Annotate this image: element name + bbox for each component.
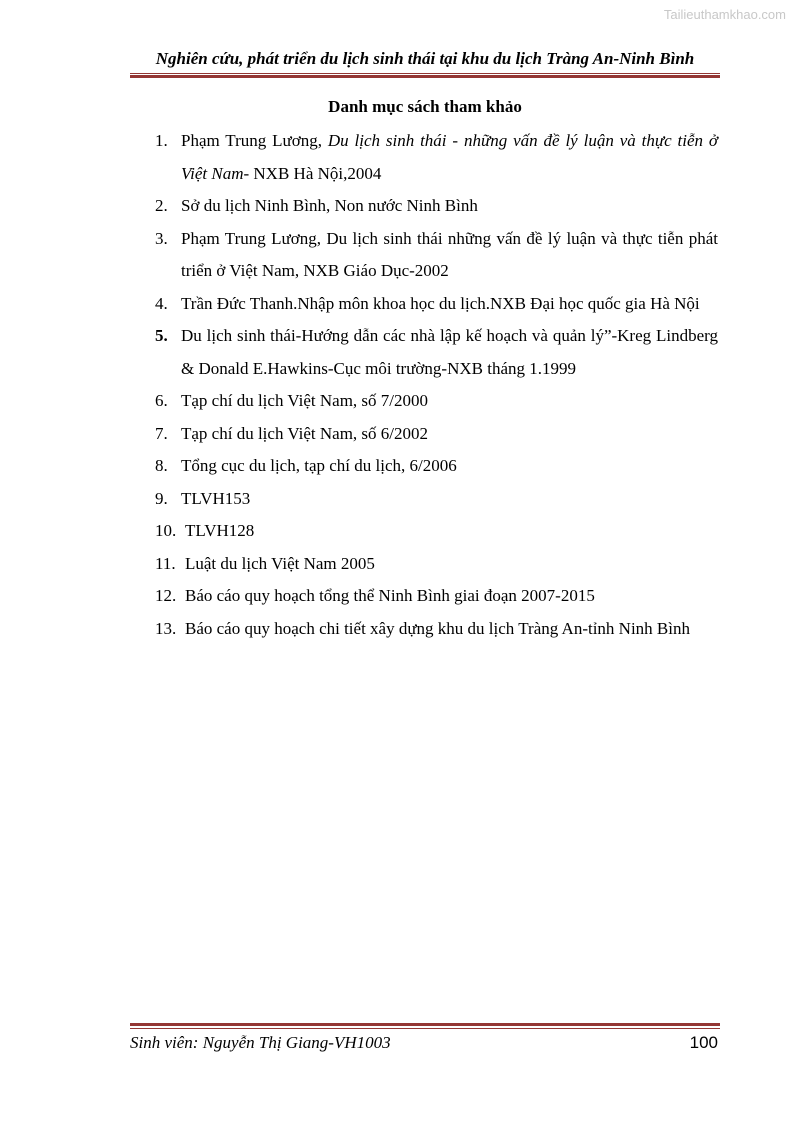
- reference-title-italic: Du lịch sinh thái - những vấn đề lý luận và thực tiễn ở Việt Nam: [181, 131, 718, 183]
- footer-rule-thin: [130, 1028, 720, 1029]
- header-rule-thin: [130, 73, 720, 74]
- reference-item: [155, 385, 718, 418]
- reference-number: 3.: [155, 228, 168, 248]
- watermark: Tailieuthamkhao.com: [663, 7, 786, 22]
- reference-number: 4.: [155, 293, 168, 313]
- reference-number: 1.: [155, 131, 168, 150]
- reference-text: Báo cáo quy hoạch chi tiết xây dựng khu du lịch Tràng An-tỉnh Ninh Bình: [185, 618, 690, 638]
- reference-item: [155, 223, 718, 288]
- reference-number: 10.: [155, 521, 177, 540]
- reference-text: Luật du lịch Việt Nam 2005: [185, 553, 375, 573]
- reference-text: Sở du lịch Ninh Bình, Non nước Ninh Bình: [181, 196, 478, 215]
- reference-number: 2.: [155, 196, 168, 215]
- reference-item: [155, 418, 718, 451]
- reference-item: [155, 613, 718, 646]
- reference-item: [155, 515, 718, 548]
- reference-number: 13.: [155, 618, 177, 638]
- reference-number: 5.: [155, 326, 168, 345]
- reference-item: [155, 125, 718, 190]
- reference-number: 8.: [155, 456, 168, 475]
- reference-publisher: - NXB Hà Nội,2004: [243, 163, 382, 183]
- page-header-title: Nghiên cứu, phát triển du lịch sinh thái tại khu du lịch Tràng An-Ninh Bình: [155, 49, 695, 68]
- reference-number: 6.: [155, 391, 168, 410]
- page-number: 100: [689, 1033, 718, 1052]
- reference-text: Tạp chí du lịch Việt Nam, số 6/2002: [181, 423, 429, 443]
- reference-author: Phạm Trung Lương,: [181, 131, 328, 150]
- reference-text: Phạm Trung Lương, Du lịch sinh thái những vấn đề lý luận và thực tiễn phát triển ở Việt Nam, NXB Giáo Dục-2002: [181, 228, 718, 280]
- reference-text: Báo cáo quy hoạch tổng thể Ninh Bình giai đoạn 2007-2015: [185, 586, 595, 605]
- reference-item: [155, 548, 718, 581]
- reference-item: [155, 288, 718, 321]
- reference-number: 12.: [155, 586, 177, 605]
- reference-number: 9.: [155, 488, 168, 508]
- reference-text: TLVH128: [185, 521, 255, 540]
- section-title: Danh mục sách tham khảo: [328, 97, 522, 116]
- reference-item: [155, 580, 718, 613]
- footer-student: Sinh viên: Nguyễn Thị Giang-VH1003: [130, 1033, 391, 1052]
- header-rule-thick: [130, 75, 720, 78]
- reference-list: [155, 125, 718, 645]
- reference-number: 7.: [155, 423, 168, 443]
- reference-text: Du lịch sinh thái-Hướng dẫn các nhà lập kế hoạch và quản lý”-Kreg Lindberg & Donald E.Hawkins-Cục môi trường-NXB tháng 1.1999: [181, 326, 718, 378]
- reference-item: [155, 190, 718, 223]
- reference-text: TLVH153: [181, 488, 251, 508]
- reference-number: 11.: [155, 553, 176, 573]
- reference-item: [155, 320, 718, 385]
- reference-item: [155, 450, 718, 483]
- reference-item: [155, 483, 718, 516]
- footer-rule-thick: [130, 1023, 720, 1026]
- reference-text: Trần Đức Thanh.Nhập môn khoa học du lịch.NXB Đại học quốc gia Hà Nội: [181, 293, 700, 313]
- reference-text: Tạp chí du lịch Việt Nam, số 7/2000: [181, 391, 429, 410]
- reference-text: Tổng cục du lịch, tạp chí du lịch, 6/2006: [181, 456, 457, 475]
